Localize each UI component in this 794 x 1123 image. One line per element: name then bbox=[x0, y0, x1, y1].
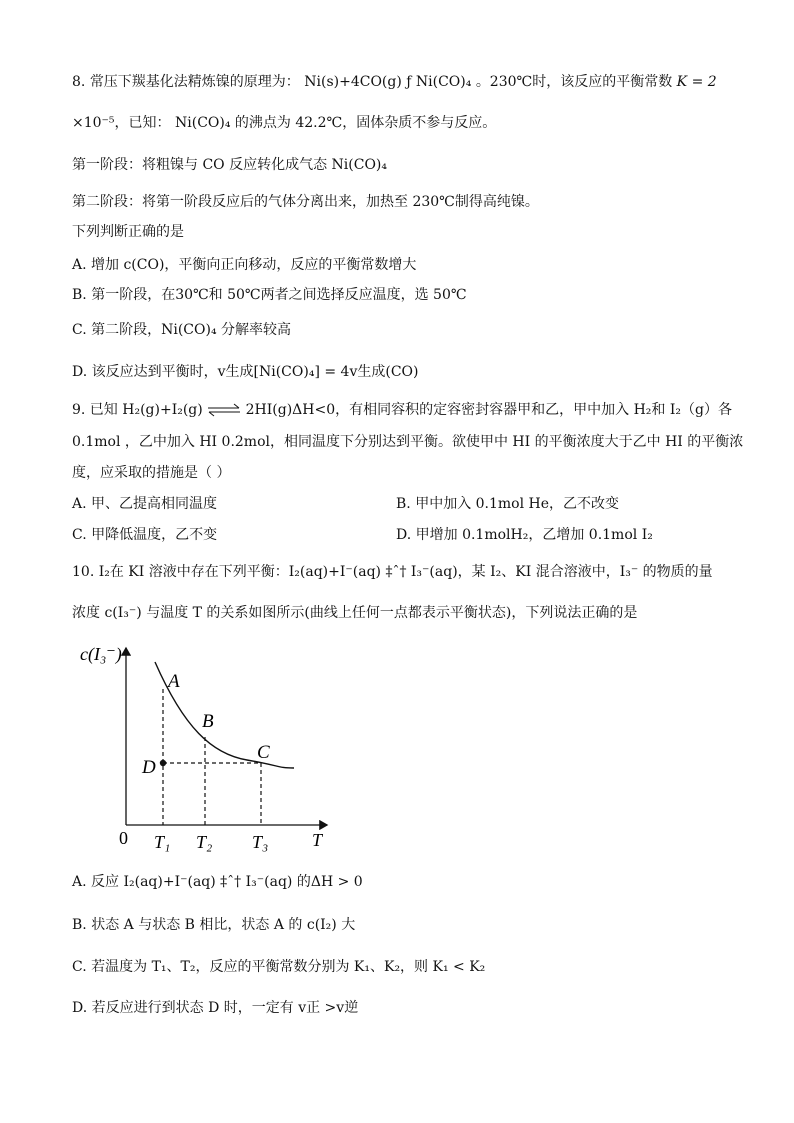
q8-line2-b: Ni(CO)₄ bbox=[175, 115, 231, 131]
x-tick-label-2: T₂ bbox=[196, 832, 213, 852]
q8-equation: Ni(s)+4CO(g) ƒ Ni(CO)₄ bbox=[304, 74, 472, 90]
q8-number: 8. bbox=[72, 74, 86, 90]
q8-option-b: B. 第一阶段，在30℃和 50℃两者之间选择反应温度，选 50℃ bbox=[72, 287, 467, 303]
q8-k-value: K = 2 bbox=[676, 74, 717, 90]
origin-label: 0 bbox=[119, 828, 128, 848]
q8-line2-a: ×10⁻⁵，已知： bbox=[72, 115, 171, 131]
q8-ask: 下列判断正确的是 bbox=[72, 224, 184, 240]
q10-option-b: B. 状态 A 与状态 B 相比，状态 A 的 c(I₂) 大 bbox=[72, 917, 356, 933]
q8-stage1: 第一阶段：将粗镍与 CO 反应转化成气态 Ni(CO)₄ bbox=[72, 157, 387, 173]
q8-stem-a: 常压下羰基化法精炼镍的原理为： bbox=[89, 74, 300, 90]
y-axis-label: c(I₃⁻) bbox=[80, 644, 122, 664]
q9-option-a: A. 甲、乙提高相同温度 bbox=[72, 496, 218, 512]
q10-line2: 浓度 c(I₃⁻) 与温度 T 的关系如图所示(曲线上任何一点都表示平衡状态)，下列说法正确的是 bbox=[72, 605, 638, 621]
q9-line1 bbox=[72, 400, 732, 420]
q10-line1: 10. I₂在 KI 溶液中存在下列平衡：I₂(aq)+I⁻(aq) ‡ˆ† I₃⁻(aq)，某 I₂、KI 混合溶液中，I₃⁻ 的物质的量 bbox=[72, 564, 713, 580]
q10-option-d: D. 若反应进行到状态 D 时，一定有 v正 >v逆 bbox=[72, 1000, 359, 1016]
q8-line2 bbox=[72, 113, 496, 133]
q9-line3: 度，应采取的措施是（ ） bbox=[72, 465, 231, 481]
q8-line2-c: 的沸点为 42.2℃，固体杂质不参与反应。 bbox=[234, 115, 497, 131]
x-ticks bbox=[154, 832, 268, 852]
q10-option-a: A. 反应 I₂(aq)+I⁻(aq) ‡ˆ† I₃⁻(aq) 的ΔH > 0 bbox=[72, 874, 363, 890]
q9-line2: 0.1mol ，乙中加入 HI 0.2mol，相同温度下分别达到平衡。欲使甲中 HI 的平衡浓度大于乙中 HI 的平衡浓 bbox=[72, 434, 744, 450]
guide-lines bbox=[163, 689, 261, 825]
q9-line1-b: 2HI(g)ΔH<0，有相同容积的定容密封容器甲和乙，甲中加入 H₂和 I₂（g）各 bbox=[245, 402, 732, 418]
q9-line1-a: 9. 已知 H₂(g)+I₂(g) bbox=[72, 402, 203, 418]
q9-option-d: D. 甲增加 0.1molH₂，乙增加 0.1mol I₂ bbox=[396, 527, 653, 543]
q10-option-c: C. 若温度为 T₁、T₂，反应的平衡常数分别为 K₁、K₂，则 K₁ < K₂ bbox=[72, 959, 486, 975]
point-label-a: A bbox=[168, 671, 180, 692]
point-label-d: D bbox=[142, 757, 156, 778]
q8-stage2: 第二阶段：将第一阶段反应后的气体分离出来，加热至 230℃制得高纯镍。 bbox=[72, 194, 539, 210]
q8-option-c: C. 第二阶段，Ni(CO)₄ 分解率较高 bbox=[72, 322, 292, 338]
equilibrium-arrow-icon bbox=[207, 403, 241, 417]
q8-option-a: A. 增加 c(CO)，平衡向正向移动，反应的平衡常数增大 bbox=[72, 257, 417, 273]
x-tick-label-3: T₃ bbox=[252, 832, 269, 852]
x-axis-label: T bbox=[312, 830, 323, 850]
q8-line1 bbox=[72, 72, 717, 92]
q9-option-b: B. 甲中加入 0.1mol He，乙不改变 bbox=[396, 496, 620, 512]
point-d-dot bbox=[160, 760, 166, 766]
equilibrium-graph bbox=[72, 636, 342, 866]
point-label-b: B bbox=[202, 711, 214, 732]
q8-option-d: D. 该反应达到平衡时，v生成[Ni(CO)₄] = 4v生成(CO) bbox=[72, 364, 419, 380]
q9-option-c: C. 甲降低温度，乙不变 bbox=[72, 527, 218, 543]
x-tick-label-1: T₁ bbox=[154, 832, 171, 852]
q8-stem-b: 。230℃时，该反应的平衡常数 bbox=[475, 74, 673, 90]
point-label-c: C bbox=[257, 742, 270, 763]
